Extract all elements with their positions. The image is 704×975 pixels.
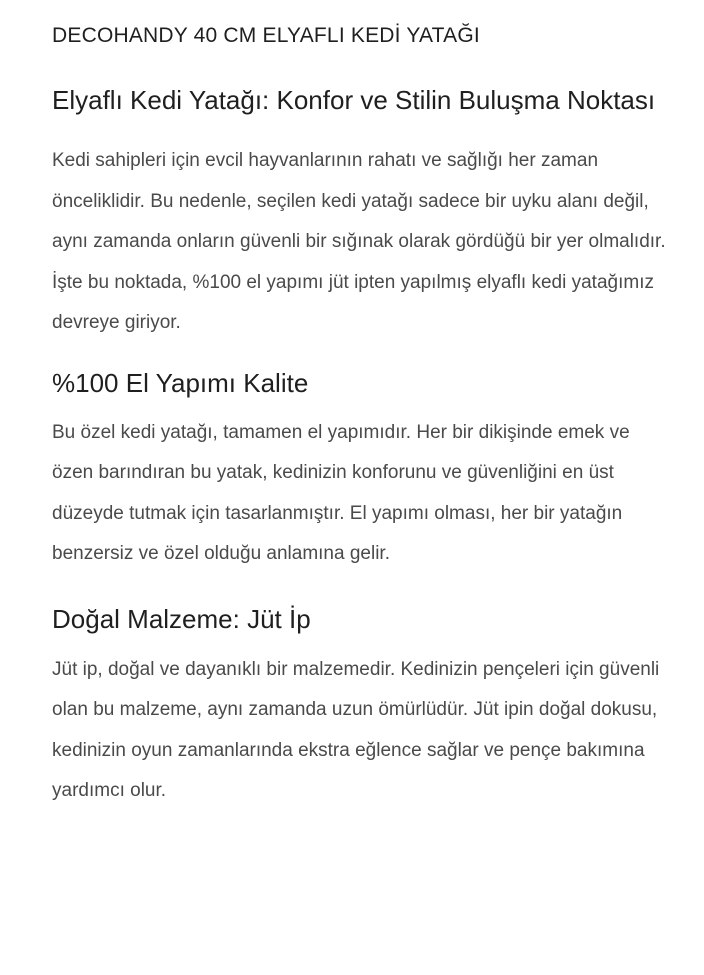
section-paragraph-jut-ip: Jüt ip, doğal ve dayanıklı bir malzemedir. Kedinizin pençeleri için güvenli olan bu malzeme, aynı zamanda uzun ömürlüdür. Jüt ipin doğal dokusu, kedinizin oyun zamanlarında ekstra eğlence sağlar ve pençe bakımına yardımcı olur. xyxy=(52,658,660,801)
section-heading-dogal-malzeme: Doğal Malzeme: Jüt İp xyxy=(52,603,311,634)
product-title: DECOHANDY 40 CM ELYAFLI KEDİ YATAĞI xyxy=(52,24,480,47)
section-heading-el-yapimi-kalite: %100 El Yapımı Kalite xyxy=(52,367,309,398)
section-paragraph-intro: Kedi sahipleri için evcil hayvanlarının rahatı ve sağlığı her zaman önceliklidir. Bu nedenle, seçilen kedi yatağı sadece bir uyku alanı değil, aynı zamanda onların güvenli bir sığınak olarak gördüğü bir yer olmalıdır. İşte bu noktada, %100 el yapımı jüt ipten yapılmış elyaflı kedi yatağımız devreye giriyor. xyxy=(52,150,666,333)
section-paragraph-el-yapimi: Bu özel kedi yatağı, tamamen el yapımıdır. Her bir dikişinde emek ve özen barındıran bu yatak, kedinizin konforunu ve güvenliğini en üst düzeyde tutmak için tasarlanmıştır. El yapımı olması, her bir yatağın benzersiz ve özel olduğu anlamına gelir. xyxy=(52,421,630,564)
section-heading-elyafli-kedi-yatagi: Elyaflı Kedi Yatağı: Konfor ve Stilin Buluşma Noktası xyxy=(52,85,656,115)
